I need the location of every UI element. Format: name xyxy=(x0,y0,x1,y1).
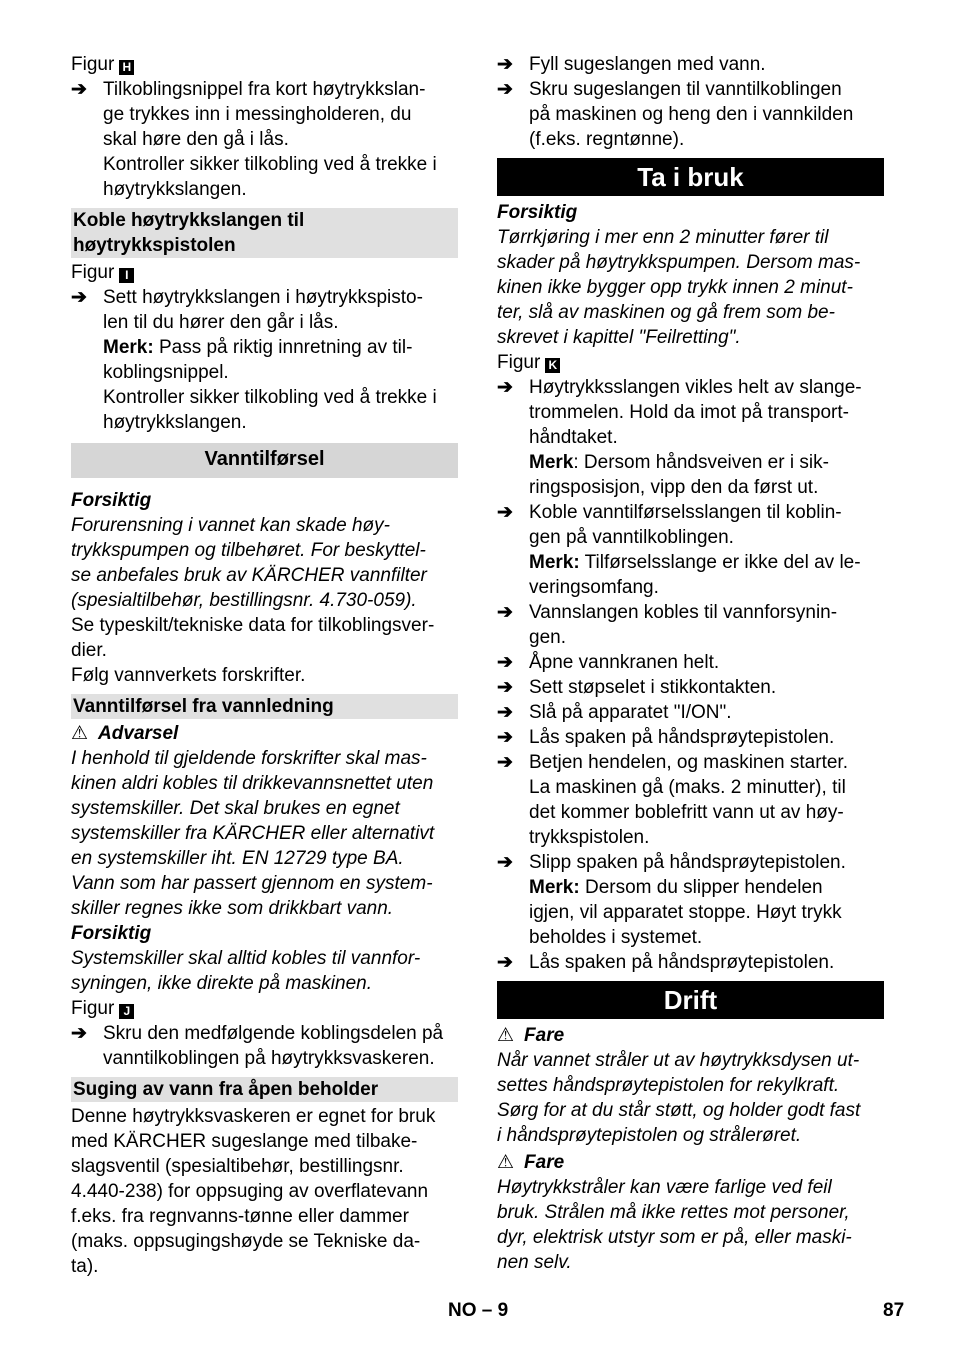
arrow-icon: ➔ xyxy=(497,502,513,523)
danger-text: Når vannet stråler ut av høytrykksdysen ut- settes håndsprøytepistolen for rekylkraft. Sørg for at du står støtt, og holder godt fast i håndsprøytepistolen og strålerøret. xyxy=(497,1050,861,1146)
section-page-label: NO – 9 xyxy=(448,1300,509,1321)
arrow-icon: ➔ xyxy=(497,677,513,698)
step-k5: ➔ Sett støpselet i stikkontakten. xyxy=(497,677,777,698)
figure-ref-h: Figur H xyxy=(71,52,458,77)
step-k7: ➔ Lås spaken på håndsprøytepistolen. xyxy=(497,727,835,748)
figure-h-box: H xyxy=(119,60,134,75)
step-k3: ➔ Vannslangen kobles til vannforsynin- gen. xyxy=(497,602,838,648)
note: Merk: Tilførselsslange er ikke del av le- xyxy=(529,552,861,573)
step-k10: ➔ Lås spaken på håndsprøytepistolen. xyxy=(497,952,835,973)
section-heading-vannledning: Vanntilførsel fra vannledning xyxy=(71,694,458,719)
arrow-icon: ➔ xyxy=(497,852,513,873)
arrow-icon: ➔ xyxy=(71,287,87,308)
arrow-icon: ➔ xyxy=(497,952,513,973)
arrow-icon: ➔ xyxy=(497,54,513,75)
section-heading-koble: Koble høytrykkslangen til høytrykkspistolen xyxy=(71,208,458,258)
note: Merk: Pass på riktig innretning av til- xyxy=(103,337,413,358)
step-j: ➔ Skru den medfølgende koblingsdelen på vanntilkoblingen på høytrykksvaskeren. xyxy=(71,1023,444,1069)
arrow-icon: ➔ xyxy=(71,1023,87,1044)
arrow-icon: ➔ xyxy=(497,652,513,673)
figure-ref-k: Figur K xyxy=(497,350,884,375)
figure-ref-i: Figur I xyxy=(71,260,458,285)
note: Merk: Dersom du slipper hendelen xyxy=(529,877,823,898)
right-column xyxy=(497,52,884,1275)
arrow-icon: ➔ xyxy=(497,727,513,748)
figure-ref-j: Figur J xyxy=(71,996,458,1021)
step-k9: ➔ Slipp spaken på håndsprøytepistolen. Merk: Dersom du slipper hendelen igjen, vil apparatet stoppe. Høyt trykk beholdes i systemet. xyxy=(497,850,884,950)
step-fyll: ➔ Fyll sugeslangen med vann. xyxy=(497,54,766,75)
left-column xyxy=(71,52,458,1279)
warning-text: I henhold til gjeldende forskrifter skal mas- kinen aldri kobles til drikkevannsnettet uten systemskiller. Det skal brukes en egnet systemskiller fra KÄRCHER eller alternativt en systemskiller iht. EN 12729 type BA. Vann som har passert gjennom en system- skiller regnes ikke som drikkbart vann. xyxy=(71,748,435,919)
chapter-title-ta-i-bruk: Ta i bruk xyxy=(497,158,884,196)
caution-label: Forsiktig xyxy=(497,202,578,223)
caution-text: Forurensning i vannet kan skade høy- trykkspumpen og tilbehøret. For beskyttel- se anbefales bruk av KÄRCHER vannfilter (spesialtilbehør, bestillingsnr. 4.730-059). xyxy=(71,515,427,611)
warning-icon: ⚠ xyxy=(497,1152,515,1173)
caution-label: Forsiktig xyxy=(71,490,152,511)
arrow-icon: ➔ xyxy=(497,79,513,100)
caution-text: Systemskiller skal alltid kobles til vannfor- syningen, ikke direkte på maskinen. xyxy=(71,948,421,994)
warning-icon: ⚠ xyxy=(497,1025,515,1046)
arrow-icon: ➔ xyxy=(71,79,87,100)
arrow-icon: ➔ xyxy=(497,602,513,623)
caution-text: Tørrkjøring i mer enn 2 minutter fører til skader på høytrykkspumpen. Dersom mas- kinen ikke bygger opp trykk innen 2 minut- ter, slå av maskinen og gå frem som be- skrevet i kapittel "Feilretting". xyxy=(497,227,861,348)
figure-k-box: K xyxy=(545,358,560,373)
figure-i-box: I xyxy=(119,268,134,283)
arrow-icon: ➔ xyxy=(497,752,513,773)
warning-label: ⚠ Advarsel xyxy=(71,723,179,744)
danger-label: ⚠ Fare xyxy=(497,1025,565,1046)
page-number: 87 xyxy=(883,1300,905,1321)
chapter-title-drift: Drift xyxy=(497,981,884,1019)
step-k2: ➔ Koble vanntilførselsslangen til koblin- gen på vanntilkoblingen. Merk: Tilførselsslange er ikke del av le- veringsomfang. xyxy=(497,500,884,600)
figure-j-box: J xyxy=(119,1004,134,1019)
step-k4: ➔ Åpne vannkranen helt. xyxy=(497,652,720,673)
step-h: ➔ Tilkoblingsnippel fra kort høytrykkslan- ge trykkes inn i messingholderen, du skal høre den gå i lås. Kontroller sikker tilkobling ved å trekke i høytrykkslangen. xyxy=(71,79,437,200)
danger-label: ⚠ Fare xyxy=(497,1152,565,1173)
step-i: ➔ Sett høytrykkslangen i høytrykkspisto- len til du hører den går i lås. Merk: Pass på riktig innretning av til- koblingsnippel. Kontroller sikker tilkobling ved å trekke i høytrykkslangen. xyxy=(71,285,458,435)
step-k8: ➔ Betjen hendelen, og maskinen starter. La maskinen gå (maks. 2 minutter), til det kommer boblefritt vann ut av høy- trykkspistolen. xyxy=(497,752,848,848)
caution-label: Forsiktig xyxy=(71,923,152,944)
section-heading-suging: Suging av vann fra åpen beholder xyxy=(71,1077,458,1102)
step-k1: ➔ Høytrykksslangen vikles helt av slange- trommelen. Hold da imot på transport- håndtaket. Merk: Dersom håndsveiven er i sik- ringsposisjon, vipp den da først ut. xyxy=(497,375,884,500)
warning-icon: ⚠ xyxy=(71,723,89,744)
paragraph: Se typeskilt/tekniske data for tilkoblingsver- dier. Følg vannverkets forskrifter. xyxy=(71,615,435,686)
note: Merk: Dersom håndsveiven er i sik- xyxy=(529,452,829,473)
section-heading-vanntilforsel: Vanntilførsel xyxy=(71,443,458,478)
step-k6: ➔ Slå på apparatet "I/ON". xyxy=(497,702,732,723)
step-skru: ➔ Skru sugeslangen til vanntilkoblingen på maskinen og heng den i vannkilden (f.eks. regntønne). xyxy=(497,79,854,150)
arrow-icon: ➔ xyxy=(497,702,513,723)
arrow-icon: ➔ xyxy=(497,377,513,398)
danger-text: Høytrykkstråler kan være farlige ved feil bruk. Strålen må ikke rettes mot personer, dyr, elektrisk utstyr som er på, eller maski- nen selv. xyxy=(497,1177,852,1273)
paragraph: Denne høytrykksvaskeren er egnet for bruk med KÄRCHER sugeslange med tilbake- slagsventil (spesialtibehør, bestillingsnr. 4.440-238) for oppsuging av overflatevann f.eks. fra regnvanns-tønne eller dammer (maks. oppsugingshøyde se Tekniske da- ta). xyxy=(71,1106,436,1277)
